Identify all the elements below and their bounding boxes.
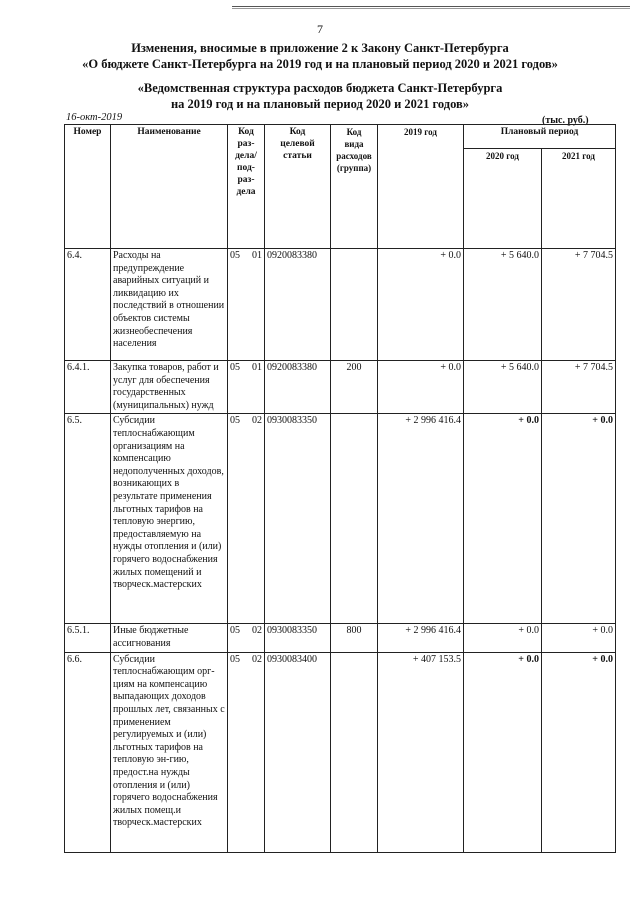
row-name: Расходы на предупреждение аварийных ситуаций и ликвидацию их последствий в отношении объектов системы жизнеобеспечения населения xyxy=(111,249,228,361)
heading-line-3: «Ведомственная структура расходов бюджета Санкт-Петербурга xyxy=(137,81,503,95)
row-value-2019: + 407 153.5 xyxy=(378,652,464,852)
expense-header-line-3: (группа) xyxy=(336,163,372,173)
section-code: 05 xyxy=(230,250,240,261)
row-expense-code xyxy=(331,652,378,852)
section-code: 05 xyxy=(230,653,240,665)
heading-line-1: Изменения, вносимые в приложение 2 к Закону Санкт-Петербурга xyxy=(131,41,509,55)
row-section-code xyxy=(228,249,265,361)
row-number: 6.4. xyxy=(65,249,111,361)
heading-line-4: на 2019 год и на плановый период 2020 и 2021 годов» xyxy=(170,97,470,111)
unit-label: (тыс. руб.) xyxy=(542,115,589,126)
row-section-code xyxy=(228,652,265,852)
table-row xyxy=(65,414,616,624)
row-value-2021: + 7 704.5 xyxy=(542,249,616,361)
col-2019: 2019 год xyxy=(378,125,464,249)
col-name: Наименование xyxy=(111,125,228,249)
col-planned: Плановый период xyxy=(464,125,616,149)
row-name: Иные бюджетные ассигнования xyxy=(111,624,228,652)
row-value-2021: + 0.0 xyxy=(542,414,616,624)
table-row xyxy=(65,361,616,414)
heading-line-2: «О бюджете Санкт-Петербурга на 2019 год и на плановый период 2020 и 2021 годов» xyxy=(82,57,558,71)
section-code: 05 xyxy=(230,415,240,427)
subsection-code: 02 xyxy=(252,653,262,665)
section-header-line-3: под- xyxy=(237,163,255,173)
row-value-2019: + 2 996 416.4 xyxy=(378,624,464,652)
row-number: 6.4.1. xyxy=(65,361,111,414)
row-target-code: 0930083400 xyxy=(265,652,331,852)
row-number: 6.5. xyxy=(65,414,111,624)
row-name: Субсидии теплоснабжающим организациям на компенсацию недополученных доходов, возникающих в результате применения льготных тарифов на тепловую энергию, предоставляемую на нужды отопления и (или) горячего водоснабжения жилых помещений и творческ.мастерских xyxy=(111,414,228,624)
col-section xyxy=(228,125,265,249)
col-2020: 2020 год xyxy=(464,149,542,249)
table-row xyxy=(65,652,616,852)
table-row xyxy=(65,624,616,652)
subsection-code: 02 xyxy=(252,415,262,427)
table-row xyxy=(65,249,616,361)
row-value-2019: + 0.0 xyxy=(378,361,464,414)
subsection-code: 02 xyxy=(252,625,262,637)
col-number: Номер xyxy=(65,125,111,249)
row-value-2021: + 0.0 xyxy=(542,624,616,652)
row-section-code xyxy=(228,624,265,652)
expense-header-line-1: вида xyxy=(344,139,364,149)
section-code: 05 xyxy=(230,625,240,637)
top-rule xyxy=(232,6,630,7)
row-value-2021: + 7 704.5 xyxy=(542,361,616,414)
row-value-2019: + 2 996 416.4 xyxy=(378,414,464,624)
col-target xyxy=(265,125,331,249)
row-value-2021: + 0.0 xyxy=(542,652,616,852)
expenditure-table xyxy=(64,124,616,853)
target-header-line-1: целевой xyxy=(280,139,315,149)
section-header-line-5: дела xyxy=(236,187,256,197)
target-header-line-2: статьи xyxy=(283,151,312,161)
subsection-code: 01 xyxy=(252,250,262,261)
target-header-line-0: Код xyxy=(289,127,306,137)
row-expense-code xyxy=(331,414,378,624)
row-target-code: 0930083350 xyxy=(265,624,331,652)
row-target-code: 0920083380 xyxy=(265,249,331,361)
row-number: 6.5.1. xyxy=(65,624,111,652)
section-code: 05 xyxy=(230,362,240,373)
row-value-2019: + 0.0 xyxy=(378,249,464,361)
row-expense-code: 200 xyxy=(331,361,378,414)
section-header-line-0: Код xyxy=(238,127,254,137)
document-heading xyxy=(0,40,640,72)
row-name: Закупка товаров, работ и услуг для обеспечения государственных (муниципальных) нужд xyxy=(111,361,228,414)
row-target-code: 0920083380 xyxy=(265,361,331,414)
row-number: 6.6. xyxy=(65,652,111,852)
section-header-line-1: раз- xyxy=(237,139,255,149)
section-header-line-4: раз- xyxy=(237,175,255,185)
row-target-code: 0930083350 xyxy=(265,414,331,624)
row-expense-code: 800 xyxy=(331,624,378,652)
section-header-line-2: дела/ xyxy=(235,151,257,161)
expense-header-line-2: расходов xyxy=(336,151,372,161)
row-value-2020: + 0.0 xyxy=(464,414,542,624)
row-section-code xyxy=(228,361,265,414)
row-section-code xyxy=(228,414,265,624)
document-subheading xyxy=(0,80,640,112)
row-value-2020: + 5 640.0 xyxy=(464,361,542,414)
row-value-2020: + 5 640.0 xyxy=(464,249,542,361)
top-rule-secondary xyxy=(232,8,630,9)
page-number: 7 xyxy=(317,22,323,36)
row-value-2020: + 0.0 xyxy=(464,652,542,852)
expense-header-line-0: Код xyxy=(346,127,362,137)
row-value-2020: + 0.0 xyxy=(464,624,542,652)
subsection-code: 01 xyxy=(252,362,262,373)
col-2021: 2021 год xyxy=(542,149,616,249)
col-expense-type xyxy=(331,125,378,249)
row-expense-code xyxy=(331,249,378,361)
row-name: Субсидии теплоснабжающим орг-циям на компенсацию выпадающих доходов прошлых лет, связанных с применением регулируемых и (или) льготных тарифов на тепловую эн-гию, предост.на нужды отопления и (или) горячего водоснабжения жилых помещ.и творческ.мастерских xyxy=(111,652,228,852)
document-date: 16-окт-2019 xyxy=(66,112,123,123)
